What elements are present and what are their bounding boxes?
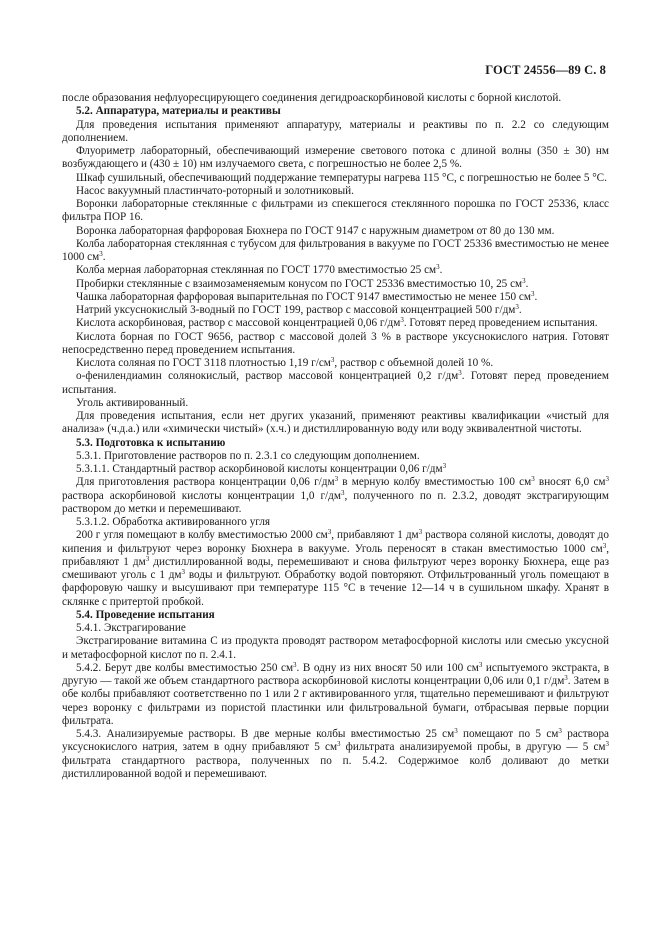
paragraph: Кислота аскорбиновая, раствор с массовой концентрацией 0,06 $г/дм^3$. Готовят перед проведением испытания. [76, 316, 598, 330]
paragraph: Шкаф сушильный, обеспечивающий поддержание температуры нагрева 115 °С, с погрешностью не более 5 °С. [76, 171, 607, 184]
paragraph: Уголь активированный. [76, 396, 189, 409]
section-heading-5-3: 5.3. Подготовка к испытанию [76, 436, 226, 449]
paragraph: 5.3.1. Приготовление растворов по п. 2.3.1 со следующим дополнением. [76, 449, 420, 462]
paragraph: Для проведения испытания применяют аппаратуру, материалы и реактивы по п. 2.2 со следующим дополнением. [62, 118, 609, 144]
paragraph: Экстрагирование витамина С из продукта проводят раствором метафосфорной кислоты или смесью уксусной и метафосфорной кислот по п. 2.4.1. [62, 635, 609, 661]
document-body [62, 92, 609, 781]
paragraph: 200 г угля помещают в колбу вместимостью 2000 $см^3$, прибавляют 1 $дм^3$ раствора соляной кислоты, доводят до кипения и фильтруют через воронку Бюхнера в вакууме. Уголь переносят в стакан вместимостью 1000 $см^3$, прибавляют 1 $дм^3$ дистиллированной воды, перемешивают и снова фильтруют через воронку Бюхнера, еще раз смешивают уголь с 1 $дм^3$ воды и фильтруют. Обработку водой повторяют. Отфильтрованный уголь помещают в фарфоровую чашку и высушивают при температуре 115 °С в течение 12—14 ч в сушильном шкафу. Хранят в склянке с притертой пробкой. [62, 528, 609, 608]
paragraph: Флуориметр лабораторный, обеспечивающий измерение светового потока с длиной волны (350 ± 30) нм возбуждающего и (430 ± 10) нм излучаемого света, с погрешностью не более 2,5 %. [62, 145, 609, 171]
paragraph: Воронка лабораторная фарфоровая Бюхнера по ГОСТ 9147 с наружным диаметром от 80 до 130 мм. [76, 224, 555, 237]
paragraph: Колба лабораторная стеклянная с тубусом для фильтрования в вакууме по ГОСТ 25336 вместимостью не менее 1000 $см^3$. [62, 237, 609, 263]
paragraph: Колба мерная лабораторная стеклянная по ГОСТ 1770 вместимостью 25 $см^3$. [76, 263, 443, 277]
paragraph: Чашка лабораторная фарфоровая выпарительная по ГОСТ 9147 вместимостью не менее 150 $см^3$. [76, 289, 538, 303]
paragraph: Насос вакуумный пластинчато-роторный и золотниковый. [76, 184, 354, 197]
paragraph: Кислота соляная по ГОСТ 3118 плотностью 1,19 $г/см^3$, раствор с объемной долей 10 %. [76, 356, 494, 369]
paragraph: 5.3.1.2. Обработка активированного угля [76, 516, 271, 528]
paragraph: Для приготовления раствора концентрации 0,06 $г/дм^3$ в мерную колбу вместимостью 100 $см^3$ вносят 6,0 $см^3$ раствора аскорбиновой кислоты концентрации 1,0 $г/дм^3$, полученного по п. 2.3.2, доводят экстрагирующим раствором до метки и перемешивают. [62, 475, 609, 515]
paragraph: Натрий уксуснокислый 3-водный по ГОСТ 199, раствор с массовой концентрацией 500 $г/дм^3$. [76, 303, 522, 316]
paragraph: Для проведения испытания, если нет других указаний, применяют реактивы квалификации «чистый для анализа» (ч.д.а.) или «химически чистый» (х.ч.) и дистиллированную воду или воду эквивалентной чистоты. [62, 410, 609, 436]
paragraph: 5.4.1. Экстрагирование [76, 622, 186, 634]
paragraph: 5.3.1.1. Стандартный раствор аскорбиновой кислоты концентрации 0,06 $г/дм^3$ [76, 462, 447, 475]
page-header: ГОСТ 24556—89 С. 8 [485, 63, 606, 77]
section-heading-5-2: 5.2. Аппаратура, материалы и реактивы [76, 105, 281, 118]
paragraph: после образования нефлуоресцирующего соединения дегидроаскорбиновой кислоты с борной кислотой. [62, 92, 562, 104]
section-heading-5-4: 5.4. Проведение испытания [76, 608, 215, 621]
paragraph: 5.4.3. Анализируемые растворы. В две мерные колбы вместимостью 25 $см^3$ помещают по 5 $см^3$ раствора уксуснокислого натрия, затем в одну прибавляют 5 $см^3$ фильтрата анализируемой пробы, в другую — 5 $см^3$ фильтрата стандартного раствора, полученных по п. 5.4.2. Содержимое колб доливают до метки дистиллированной водой и перемешивают. [62, 727, 610, 780]
paragraph: 5.4.2. Берут две колбы вместимостью 250 $см^3$. В одну из них вносят 50 или 100 $см^3$ испытуемого экстракта, в другую — такой же объем стандартного раствора аскорбиновой кислоты концентрации 0,06 или 0,1 $г/дм^3$. Затем в обе колбы прибавляют соответственно по 1 или 2 г активированного угля, тщательно перемешивают и фильтруют через воронку с фильтрами из пористой пластинки или фильтровальной бумаги, отбрасывая первые порции фильтрата. [62, 660, 610, 727]
paragraph: о-фенилендиамин солянокислый, раствор массовой концентрацией 0,2 $г/дм^3$. Готовят перед проведением испытания. [62, 369, 609, 396]
paragraph: Воронки лабораторные стеклянные с фильтрами из спекшегося стеклянного порошка по ГОСТ 25336, класс фильтра ПОР 16. [62, 198, 609, 224]
paragraph: Пробирки стеклянные с взаимозаменяемым конусом по ГОСТ 25336 вместимостью 10, 25 $см^3$. [76, 276, 529, 290]
paragraph: Кислота борная по ГОСТ 9656, раствор с массовой долей 3 % в растворе уксуснокислого натрия. Готовят непосредственно перед проведением испытания. [62, 330, 609, 356]
